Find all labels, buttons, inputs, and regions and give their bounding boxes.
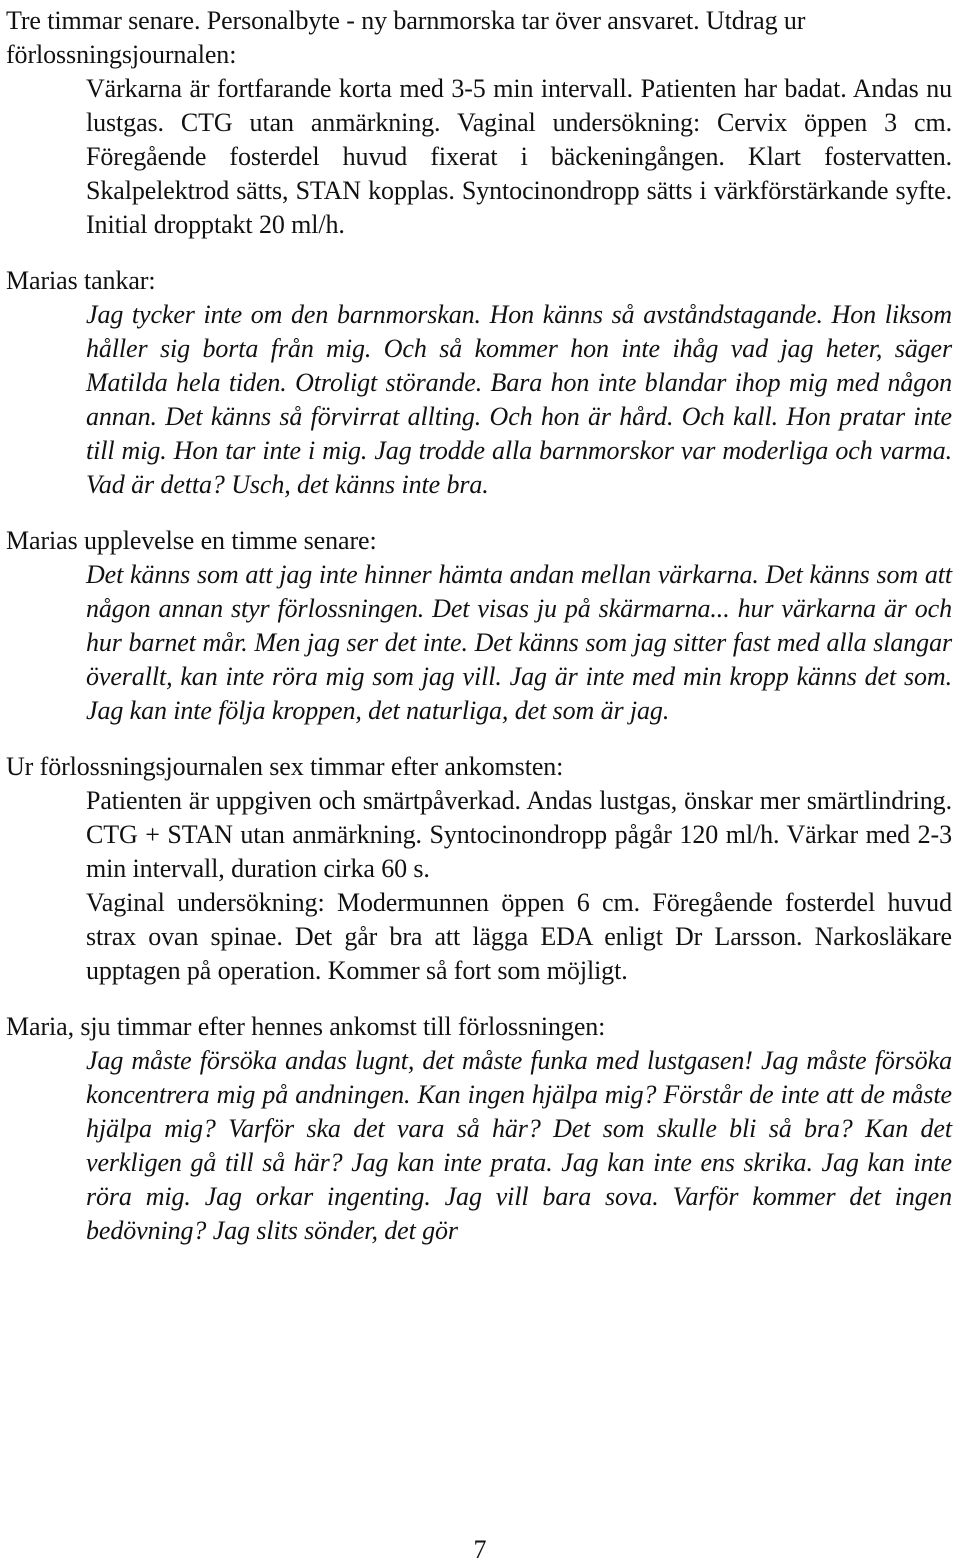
section-heading-sju-timmar: Maria, sju timmar efter hennes ankomst till förlossningen:: [6, 1012, 606, 1041]
journal-excerpt-2a: Patienten är uppgiven och smärtpåverkad. Andas lustgas, önskar mer smärtlindring. CTG + STAN utan anmärkning. Syntocinondropp pågår 120 ml/h. Värkar med 2-3 min intervall, duration cirka 60 s.: [86, 786, 952, 883]
sju-timmar-text: Jag måste försöka andas lugnt, det måste funka med lustgasen! Jag måste försöka koncentrera mig på andningen. Kan ingen hjälpa mig? Förstår de inte att de måste hjälpa mig? Varför ska det vara så här? Det som skulle bli så bra? Kan det verkligen gå till så här? Jag kan inte prata. Jag kan inte ens skrika. Jag kan inte röra mig. Jag orkar ingenting. Jag vill bara sova. Varför kommer det ingen bedövning? Jag slits sönder, det gör: [86, 1046, 952, 1245]
section-heading-upplevelse: Marias upplevelse en timme senare:: [6, 526, 377, 555]
spacer: [0, 728, 960, 750]
spacer: [0, 502, 960, 524]
marias-tankar-text: Jag tycker inte om den barnmorskan. Hon känns så avståndstagande. Hon liksom håller sig borta från mig. Och så kommer hon inte ihåg vad jag heter, säger Matilda hela tiden. Otroligt störande. Bara hon inte blandar ihop mig med någon annan. Det känns så förvirrat allting. Och hon är hård. Och kall. Hon pratar inte till mig. Hon tar inte i mig. Jag trodde alla barnmorskor var moderliga och varma. Vad är detta? Usch, det känns inte bra.: [86, 300, 952, 499]
page-number: 7: [473, 1535, 487, 1564]
section-heading-marias-tankar: Marias tankar:: [6, 266, 156, 295]
section-heading-journal-sex-timmar: Ur förlossningsjournalen sex timmar efter ankomsten:: [6, 752, 564, 781]
spacer: [0, 242, 960, 264]
journal-excerpt-2b: Vaginal undersökning: Modermunnen öppen 6 cm. Föregående fosterdel huvud strax ovan spinae. Det går bra att lägga EDA enligt Dr Larsson. Narkosläkare upptagen på operation. Kommer så fort som möjligt.: [86, 888, 952, 985]
upplevelse-text: Det känns som att jag inte hinner hämta andan mellan värkarna. Det känns som att någon annan styr förlossningen. Det visas ju på skärmarna... hur värkarna är och hur barnet mår. Men jag ser det inte. Det känns som jag sitter fast med alla slangar överallt, kan inte röra mig som jag vill. Jag är inte med min kropp känns det som. Jag kan inte följa kroppen, det naturliga, det som är jag.: [86, 560, 952, 725]
spacer: [0, 988, 960, 1010]
journal-excerpt-1: Värkarna är fortfarande korta med 3-5 min intervall. Patienten har badat. Andas nu lustgas. CTG utan anmärkning. Vaginal undersökning: Cervix öppen 3 cm. Föregående fosterdel huvud fixerat i bäckeningången. Klart fostervatten. Skalpelektrod sätts, STAN kopplas. Syntocinondropp sätts i värkförstärkande syfte. Initial dropptakt 20 ml/h.: [86, 74, 952, 239]
intro-paragraph: Tre timmar senare. Personalbyte - ny barnmorska tar över ansvaret. Utdrag ur förlossningsjournalen:: [6, 6, 806, 69]
